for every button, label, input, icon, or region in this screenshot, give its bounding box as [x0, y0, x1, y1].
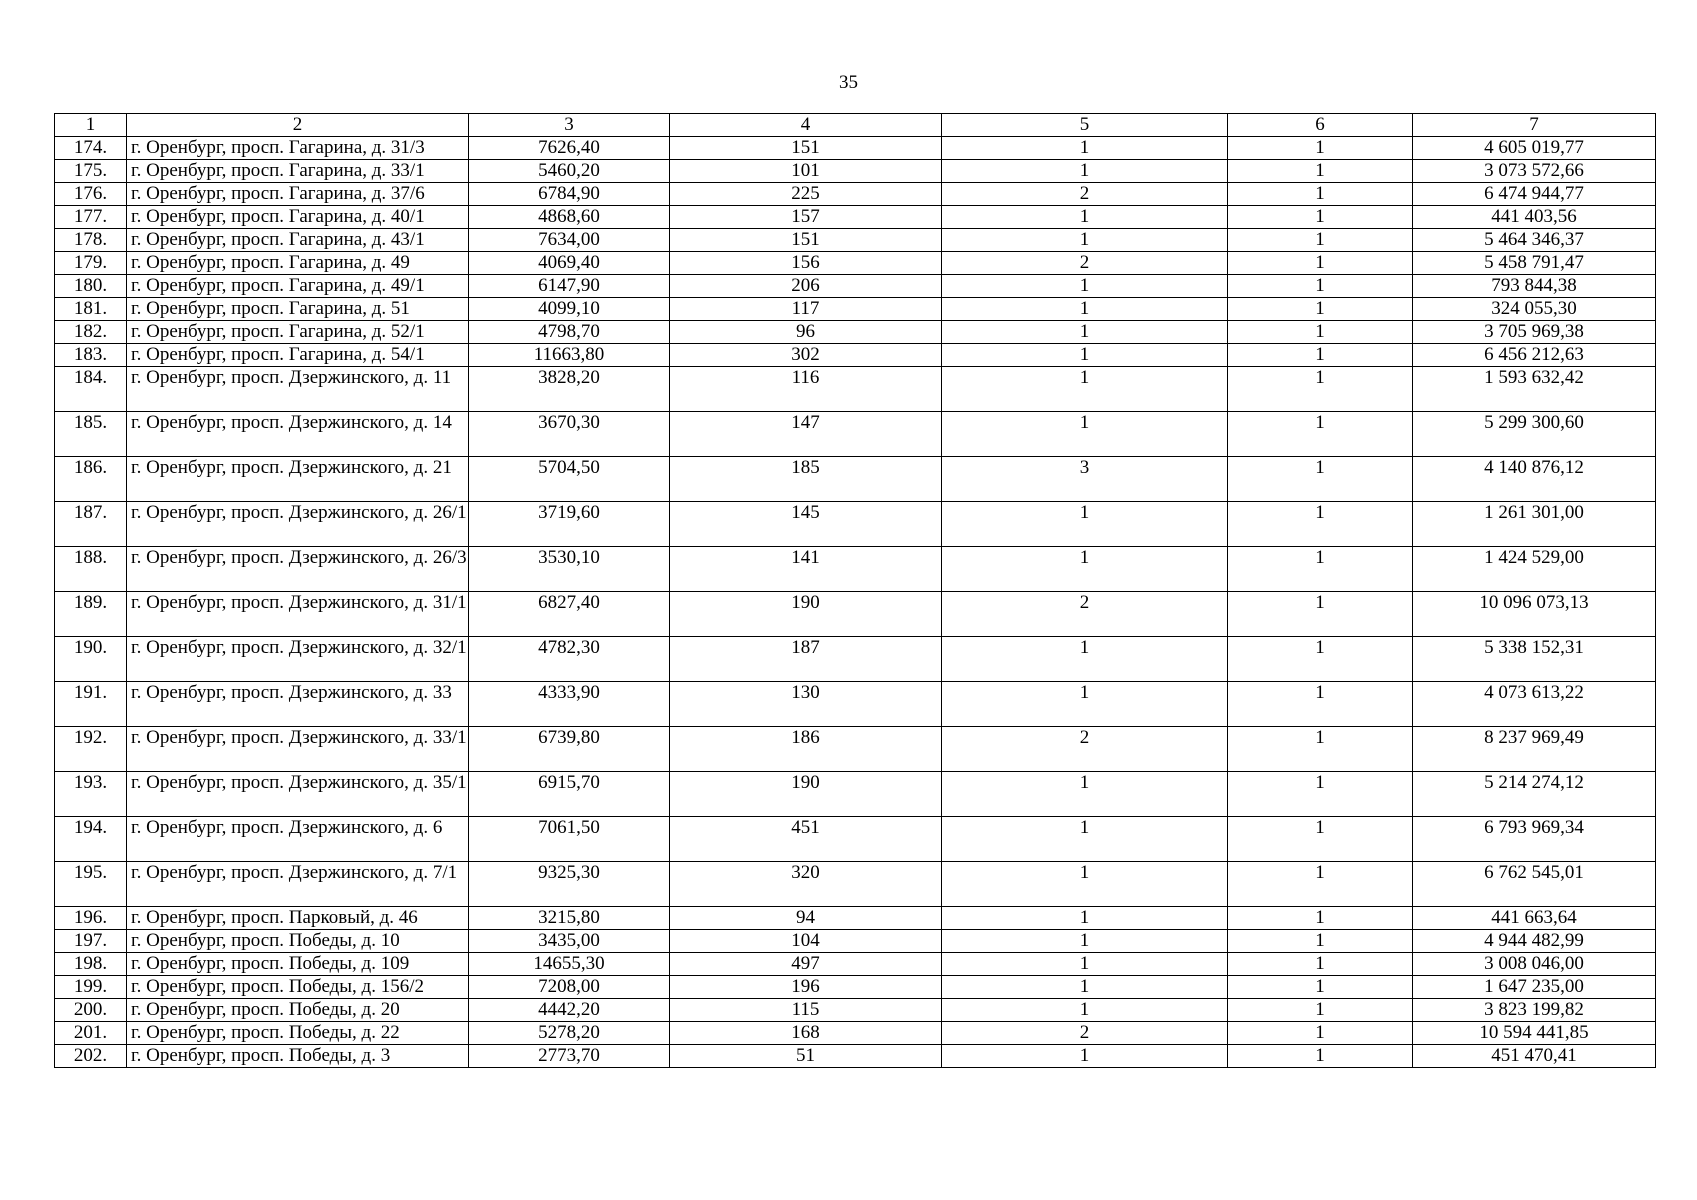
- column-header-5: 5: [942, 114, 1228, 137]
- col3-cell: 2773,70: [469, 1045, 670, 1068]
- row-number: 181.: [55, 298, 127, 321]
- column-header-4: 4: [670, 114, 942, 137]
- row-number: 201.: [55, 1022, 127, 1045]
- table-row: [55, 772, 1656, 817]
- col5-cell: 1: [942, 817, 1228, 862]
- col5-cell: 1: [942, 137, 1228, 160]
- col4-cell: 156: [670, 252, 942, 275]
- col6-cell: 1: [1228, 907, 1413, 930]
- address-cell: г. Оренбург, просп. Победы, д. 10: [127, 930, 469, 953]
- col5-cell: 2: [942, 1022, 1228, 1045]
- col5-cell: 1: [942, 976, 1228, 999]
- col6-cell: 1: [1228, 344, 1413, 367]
- col5-cell: 3: [942, 457, 1228, 502]
- address-cell: г. Оренбург, просп. Гагарина, д. 54/1: [127, 344, 469, 367]
- row-number: 174.: [55, 137, 127, 160]
- col5-cell: 1: [942, 229, 1228, 252]
- housing-register-table: [54, 113, 1656, 1068]
- table-header-row: [55, 114, 1656, 137]
- column-header-1: 1: [55, 114, 127, 137]
- table-row: [55, 547, 1656, 592]
- table-row: [55, 930, 1656, 953]
- address-cell: г. Оренбург, просп. Дзержинского, д. 26/1: [127, 502, 469, 547]
- col3-cell: 14655,30: [469, 953, 670, 976]
- col4-cell: 320: [670, 862, 942, 907]
- col6-cell: 1: [1228, 502, 1413, 547]
- table-row: [55, 275, 1656, 298]
- col7-cell: 1 424 529,00: [1413, 547, 1656, 592]
- col6-cell: 1: [1228, 772, 1413, 817]
- col6-cell: 1: [1228, 930, 1413, 953]
- col7-cell: 441 663,64: [1413, 907, 1656, 930]
- table-row: [55, 953, 1656, 976]
- col3-cell: 4798,70: [469, 321, 670, 344]
- table-row: [55, 160, 1656, 183]
- col4-cell: 206: [670, 275, 942, 298]
- col3-cell: 3670,30: [469, 412, 670, 457]
- address-cell: г. Оренбург, просп. Дзержинского, д. 32/1: [127, 637, 469, 682]
- table-body: [55, 137, 1656, 1068]
- col6-cell: 1: [1228, 1045, 1413, 1068]
- address-cell: г. Оренбург, просп. Победы, д. 156/2: [127, 976, 469, 999]
- col6-cell: 1: [1228, 367, 1413, 412]
- col5-cell: 1: [942, 953, 1228, 976]
- address-cell: г. Оренбург, просп. Гагарина, д. 40/1: [127, 206, 469, 229]
- col4-cell: 451: [670, 817, 942, 862]
- address-cell: г. Оренбург, просп. Гагарина, д. 52/1: [127, 321, 469, 344]
- col3-cell: 3828,20: [469, 367, 670, 412]
- address-cell: г. Оренбург, просп. Дзержинского, д. 11: [127, 367, 469, 412]
- col7-cell: 3 705 969,38: [1413, 321, 1656, 344]
- col7-cell: 1 647 235,00: [1413, 976, 1656, 999]
- col6-cell: 1: [1228, 547, 1413, 592]
- col4-cell: 117: [670, 298, 942, 321]
- col4-cell: 51: [670, 1045, 942, 1068]
- row-number: 193.: [55, 772, 127, 817]
- col5-cell: 1: [942, 907, 1228, 930]
- row-number: 189.: [55, 592, 127, 637]
- col7-cell: 3 823 199,82: [1413, 999, 1656, 1022]
- col5-cell: 1: [942, 1045, 1228, 1068]
- table-row: [55, 907, 1656, 930]
- col5-cell: 1: [942, 160, 1228, 183]
- col7-cell: 4 140 876,12: [1413, 457, 1656, 502]
- table-row: [55, 592, 1656, 637]
- row-number: 195.: [55, 862, 127, 907]
- col3-cell: 3215,80: [469, 907, 670, 930]
- row-number: 186.: [55, 457, 127, 502]
- col3-cell: 7061,50: [469, 817, 670, 862]
- address-cell: г. Оренбург, просп. Гагарина, д. 51: [127, 298, 469, 321]
- table-row: [55, 1045, 1656, 1068]
- col6-cell: 1: [1228, 206, 1413, 229]
- col4-cell: 185: [670, 457, 942, 502]
- row-number: 192.: [55, 727, 127, 772]
- col6-cell: 1: [1228, 727, 1413, 772]
- col4-cell: 151: [670, 229, 942, 252]
- col3-cell: 6827,40: [469, 592, 670, 637]
- col7-cell: 5 214 274,12: [1413, 772, 1656, 817]
- address-cell: г. Оренбург, просп. Гагарина, д. 37/6: [127, 183, 469, 206]
- address-cell: г. Оренбург, просп. Победы, д. 20: [127, 999, 469, 1022]
- col6-cell: 1: [1228, 183, 1413, 206]
- col7-cell: 10 096 073,13: [1413, 592, 1656, 637]
- col3-cell: 7208,00: [469, 976, 670, 999]
- col6-cell: 1: [1228, 637, 1413, 682]
- col3-cell: 4333,90: [469, 682, 670, 727]
- col7-cell: 4 073 613,22: [1413, 682, 1656, 727]
- col6-cell: 1: [1228, 999, 1413, 1022]
- column-header-6: 6: [1228, 114, 1413, 137]
- table-row: [55, 344, 1656, 367]
- col5-cell: 1: [942, 862, 1228, 907]
- col7-cell: 5 299 300,60: [1413, 412, 1656, 457]
- address-cell: г. Оренбург, просп. Дзержинского, д. 6: [127, 817, 469, 862]
- row-number: 185.: [55, 412, 127, 457]
- col7-cell: 1 593 632,42: [1413, 367, 1656, 412]
- col3-cell: 3435,00: [469, 930, 670, 953]
- row-number: 178.: [55, 229, 127, 252]
- col3-cell: 5460,20: [469, 160, 670, 183]
- col7-cell: 441 403,56: [1413, 206, 1656, 229]
- col7-cell: 5 338 152,31: [1413, 637, 1656, 682]
- table-row: [55, 206, 1656, 229]
- col6-cell: 1: [1228, 457, 1413, 502]
- col5-cell: 2: [942, 727, 1228, 772]
- address-cell: г. Оренбург, просп. Гагарина, д. 31/3: [127, 137, 469, 160]
- col4-cell: 147: [670, 412, 942, 457]
- row-number: 180.: [55, 275, 127, 298]
- col7-cell: 451 470,41: [1413, 1045, 1656, 1068]
- col4-cell: 145: [670, 502, 942, 547]
- address-cell: г. Оренбург, просп. Дзержинского, д. 21: [127, 457, 469, 502]
- col4-cell: 497: [670, 953, 942, 976]
- col3-cell: 4868,60: [469, 206, 670, 229]
- col3-cell: 6915,70: [469, 772, 670, 817]
- col4-cell: 94: [670, 907, 942, 930]
- col3-cell: 5704,50: [469, 457, 670, 502]
- row-number: 197.: [55, 930, 127, 953]
- col7-cell: 324 055,30: [1413, 298, 1656, 321]
- col7-cell: 5 458 791,47: [1413, 252, 1656, 275]
- col3-cell: 7626,40: [469, 137, 670, 160]
- table-row: [55, 367, 1656, 412]
- col7-cell: 6 762 545,01: [1413, 862, 1656, 907]
- col6-cell: 1: [1228, 976, 1413, 999]
- col3-cell: 6739,80: [469, 727, 670, 772]
- col5-cell: 2: [942, 252, 1228, 275]
- row-number: 177.: [55, 206, 127, 229]
- address-cell: г. Оренбург, просп. Дзержинского, д. 31/1: [127, 592, 469, 637]
- col3-cell: 11663,80: [469, 344, 670, 367]
- row-number: 202.: [55, 1045, 127, 1068]
- col4-cell: 168: [670, 1022, 942, 1045]
- col6-cell: 1: [1228, 321, 1413, 344]
- col5-cell: 1: [942, 999, 1228, 1022]
- col5-cell: 1: [942, 930, 1228, 953]
- col6-cell: 1: [1228, 137, 1413, 160]
- col5-cell: 1: [942, 502, 1228, 547]
- col4-cell: 190: [670, 592, 942, 637]
- row-number: 184.: [55, 367, 127, 412]
- col5-cell: 1: [942, 367, 1228, 412]
- col5-cell: 1: [942, 298, 1228, 321]
- table-row: [55, 298, 1656, 321]
- col3-cell: 9325,30: [469, 862, 670, 907]
- address-cell: г. Оренбург, просп. Дзержинского, д. 26/3: [127, 547, 469, 592]
- col7-cell: 10 594 441,85: [1413, 1022, 1656, 1045]
- table-row: [55, 727, 1656, 772]
- table-row: [55, 976, 1656, 999]
- address-cell: г. Оренбург, просп. Победы, д. 3: [127, 1045, 469, 1068]
- table-row: [55, 999, 1656, 1022]
- row-number: 179.: [55, 252, 127, 275]
- row-number: 182.: [55, 321, 127, 344]
- col5-cell: 1: [942, 321, 1228, 344]
- table-row: [55, 817, 1656, 862]
- col3-cell: 6147,90: [469, 275, 670, 298]
- row-number: 190.: [55, 637, 127, 682]
- col3-cell: 4442,20: [469, 999, 670, 1022]
- column-header-3: 3: [469, 114, 670, 137]
- address-cell: г. Оренбург, просп. Дзержинского, д. 33: [127, 682, 469, 727]
- address-cell: г. Оренбург, просп. Победы, д. 22: [127, 1022, 469, 1045]
- address-cell: г. Оренбург, просп. Победы, д. 109: [127, 953, 469, 976]
- col6-cell: 1: [1228, 412, 1413, 457]
- col5-cell: 2: [942, 183, 1228, 206]
- col4-cell: 302: [670, 344, 942, 367]
- col4-cell: 225: [670, 183, 942, 206]
- table-row: [55, 637, 1656, 682]
- col5-cell: 1: [942, 344, 1228, 367]
- col7-cell: 4 605 019,77: [1413, 137, 1656, 160]
- col4-cell: 96: [670, 321, 942, 344]
- row-number: 187.: [55, 502, 127, 547]
- page-number: 35: [839, 72, 858, 93]
- address-cell: г. Оренбург, просп. Гагарина, д. 49: [127, 252, 469, 275]
- address-cell: г. Оренбург, просп. Дзержинского, д. 14: [127, 412, 469, 457]
- col7-cell: 3 008 046,00: [1413, 953, 1656, 976]
- address-cell: г. Оренбург, просп. Дзержинского, д. 35/1: [127, 772, 469, 817]
- table-row: [55, 412, 1656, 457]
- col3-cell: 4099,10: [469, 298, 670, 321]
- col4-cell: 196: [670, 976, 942, 999]
- col7-cell: 793 844,38: [1413, 275, 1656, 298]
- col3-cell: 4782,30: [469, 637, 670, 682]
- col5-cell: 1: [942, 412, 1228, 457]
- col6-cell: 1: [1228, 275, 1413, 298]
- table-row: [55, 321, 1656, 344]
- col4-cell: 190: [670, 772, 942, 817]
- col7-cell: 1 261 301,00: [1413, 502, 1656, 547]
- col5-cell: 1: [942, 637, 1228, 682]
- col4-cell: 104: [670, 930, 942, 953]
- col5-cell: 2: [942, 592, 1228, 637]
- col5-cell: 1: [942, 275, 1228, 298]
- col4-cell: 157: [670, 206, 942, 229]
- col6-cell: 1: [1228, 953, 1413, 976]
- col6-cell: 1: [1228, 229, 1413, 252]
- row-number: 196.: [55, 907, 127, 930]
- col4-cell: 151: [670, 137, 942, 160]
- table-row: [55, 229, 1656, 252]
- table-row: [55, 183, 1656, 206]
- column-header-2: 2: [127, 114, 469, 137]
- col5-cell: 1: [942, 772, 1228, 817]
- col3-cell: 6784,90: [469, 183, 670, 206]
- col4-cell: 115: [670, 999, 942, 1022]
- address-cell: г. Оренбург, просп. Гагарина, д. 49/1: [127, 275, 469, 298]
- row-number: 183.: [55, 344, 127, 367]
- col7-cell: 5 464 346,37: [1413, 229, 1656, 252]
- table-row: [55, 862, 1656, 907]
- col4-cell: 130: [670, 682, 942, 727]
- col4-cell: 186: [670, 727, 942, 772]
- col6-cell: 1: [1228, 160, 1413, 183]
- address-cell: г. Оренбург, просп. Парковый, д. 46: [127, 907, 469, 930]
- table-row: [55, 252, 1656, 275]
- row-number: 198.: [55, 953, 127, 976]
- row-number: 191.: [55, 682, 127, 727]
- address-cell: г. Оренбург, просп. Дзержинского, д. 7/1: [127, 862, 469, 907]
- address-cell: г. Оренбург, просп. Дзержинского, д. 33/1: [127, 727, 469, 772]
- col6-cell: 1: [1228, 682, 1413, 727]
- address-cell: г. Оренбург, просп. Гагарина, д. 43/1: [127, 229, 469, 252]
- col4-cell: 187: [670, 637, 942, 682]
- col7-cell: 6 793 969,34: [1413, 817, 1656, 862]
- address-cell: г. Оренбург, просп. Гагарина, д. 33/1: [127, 160, 469, 183]
- col6-cell: 1: [1228, 817, 1413, 862]
- col4-cell: 141: [670, 547, 942, 592]
- col5-cell: 1: [942, 682, 1228, 727]
- col7-cell: 3 073 572,66: [1413, 160, 1656, 183]
- row-number: 194.: [55, 817, 127, 862]
- row-number: 176.: [55, 183, 127, 206]
- row-number: 200.: [55, 999, 127, 1022]
- table-row: [55, 137, 1656, 160]
- col6-cell: 1: [1228, 862, 1413, 907]
- col3-cell: 4069,40: [469, 252, 670, 275]
- row-number: 188.: [55, 547, 127, 592]
- col3-cell: 3530,10: [469, 547, 670, 592]
- col7-cell: 6 456 212,63: [1413, 344, 1656, 367]
- col4-cell: 101: [670, 160, 942, 183]
- col7-cell: 8 237 969,49: [1413, 727, 1656, 772]
- col7-cell: 6 474 944,77: [1413, 183, 1656, 206]
- col5-cell: 1: [942, 547, 1228, 592]
- col4-cell: 116: [670, 367, 942, 412]
- col7-cell: 4 944 482,99: [1413, 930, 1656, 953]
- table-row: [55, 1022, 1656, 1045]
- table-row: [55, 457, 1656, 502]
- column-header-7: 7: [1413, 114, 1656, 137]
- col3-cell: 3719,60: [469, 502, 670, 547]
- col5-cell: 1: [942, 206, 1228, 229]
- col3-cell: 5278,20: [469, 1022, 670, 1045]
- row-number: 175.: [55, 160, 127, 183]
- table-row: [55, 682, 1656, 727]
- table-row: [55, 502, 1656, 547]
- col6-cell: 1: [1228, 1022, 1413, 1045]
- col3-cell: 7634,00: [469, 229, 670, 252]
- col6-cell: 1: [1228, 592, 1413, 637]
- row-number: 199.: [55, 976, 127, 999]
- col6-cell: 1: [1228, 252, 1413, 275]
- col6-cell: 1: [1228, 298, 1413, 321]
